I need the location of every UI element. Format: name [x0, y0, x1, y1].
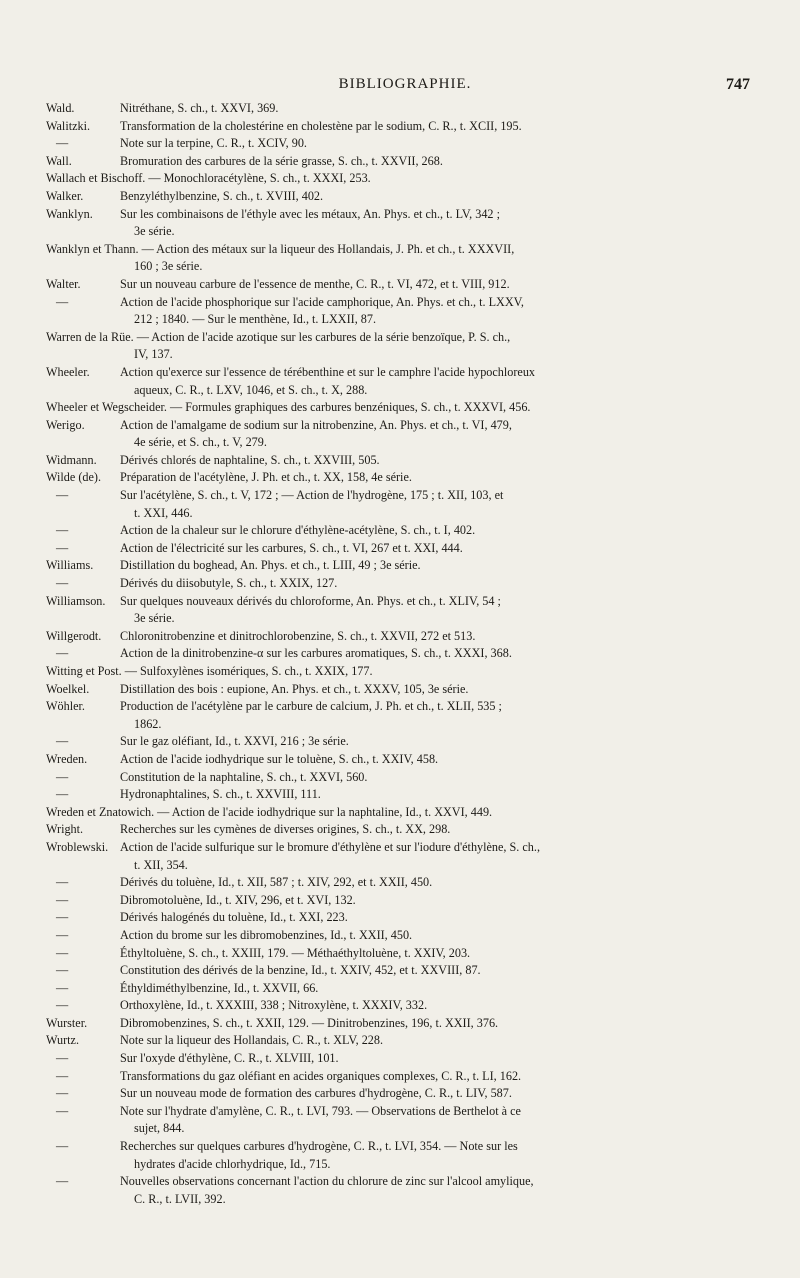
entry-text	[46, 487, 766, 522]
bibliography-entry	[46, 751, 766, 769]
entry-line: t. XXI, 446.	[134, 505, 193, 520]
entry-author: —	[56, 980, 69, 995]
entry-line: Sur l'acétylène, S. ch., t. V, 172 ; — Action de l'hydrogène, 175 ; t. XII, 103, et	[120, 488, 504, 503]
bibliography-entry	[46, 1138, 766, 1173]
entry-line: Sur un nouveau carbure de l'essence de menthe, C. R., t. VI, 472, et t. VIII, 912.	[120, 276, 510, 291]
entry-author: —	[56, 1103, 69, 1118]
bibliography-entry	[46, 1050, 766, 1068]
entry-text	[46, 980, 766, 998]
entry-author: Wheeler.	[46, 364, 90, 379]
entry-author: —	[56, 1086, 69, 1101]
bibliography-entry	[46, 417, 766, 452]
entry-author: Woelkel.	[46, 681, 90, 696]
entry-text	[46, 170, 766, 188]
entry-text	[46, 927, 766, 945]
bibliography-entry	[46, 769, 766, 787]
bibliography-entry	[46, 135, 766, 153]
entry-author: Williamson.	[46, 593, 106, 608]
bibliography-entry	[46, 557, 766, 575]
entry-text	[46, 1015, 766, 1033]
entry-line: Action de l'électricité sur les carbures, S. ch., t. VI, 267 et t. XXI, 444.	[120, 540, 463, 555]
bibliography-list	[46, 100, 766, 1208]
bibliography-entry	[46, 329, 766, 364]
entry-text	[46, 1032, 766, 1050]
entry-line: Distillation du boghead, An. Phys. et ch., t. LIII, 49 ; 3e série.	[120, 558, 421, 573]
entry-author: —	[56, 136, 69, 151]
entry-text	[46, 909, 766, 927]
bibliography-entry	[46, 874, 766, 892]
entry-line: Nouvelles observations concernant l'action du chlorure de zinc sur l'alcool amylique,	[120, 1174, 534, 1189]
bibliography-entry	[46, 645, 766, 663]
bibliography-entry	[46, 593, 766, 628]
entry-line: 3e série.	[134, 611, 175, 626]
entry-line: Note sur la terpine, C. R., t. XCIV, 90.	[120, 136, 307, 151]
entry-author: —	[56, 1068, 69, 1083]
entry-line: Nitréthane, S. ch., t. XXVI, 369.	[120, 101, 279, 115]
entry-line: Benzyléthylbenzine, S. ch., t. XVIII, 402.	[120, 188, 324, 203]
bibliography-entry	[46, 786, 766, 804]
entry-text	[46, 593, 766, 628]
bibliography-entry	[46, 399, 766, 417]
entry-line: Sur un nouveau mode de formation des carbures d'hydrogène, C. R., t. LIV, 587.	[120, 1086, 512, 1101]
bibliography-entry	[46, 663, 766, 681]
entry-author: —	[56, 734, 69, 749]
bibliography-entry	[46, 1085, 766, 1103]
entry-text	[46, 469, 766, 487]
running-title: BIBLIOGRAPHIE.	[338, 76, 472, 92]
entry-line: Action de la dinitrobenzine-α sur les carbures aromatiques, S. ch., t. XXXI, 368.	[120, 646, 512, 661]
entry-text	[46, 733, 766, 751]
bibliography-entry	[46, 733, 766, 751]
entry-text	[46, 1068, 766, 1086]
bibliography-entry	[46, 1032, 766, 1050]
entry-line: Production de l'acétylène par le carbure de calcium, J. Ph. et ch., t. XLII, 535 ;	[120, 699, 502, 714]
entry-text	[46, 769, 766, 787]
entry-line: Constitution des dérivés de la benzine, Id., t. XXIV, 452, et t. XXVIII, 87.	[120, 963, 481, 978]
entry-author: Williams.	[46, 558, 94, 573]
entry-line: Warren de la Rüe. — Action de l'acide azotique sur les carbures de la série benzoïque, P. S. ch.,	[46, 329, 511, 344]
entry-line: Action de l'amalgame de sodium sur la nitrobenzine, An. Phys. et ch., t. VI, 479,	[120, 417, 512, 432]
bibliography-entry	[46, 522, 766, 540]
entry-text	[46, 786, 766, 804]
entry-text	[46, 540, 766, 558]
entry-author: —	[56, 1139, 69, 1154]
entry-text	[46, 874, 766, 892]
entry-line: Action de l'acide iodhydrique sur le toluène, S. ch., t. XXIV, 458.	[120, 751, 439, 766]
entry-text	[46, 821, 766, 839]
entry-author: Walter.	[46, 276, 81, 291]
bibliography-entry	[46, 364, 766, 399]
entry-author: —	[56, 998, 69, 1013]
entry-line: Wheeler et Wegscheider. — Formules graphiques des carbures benzéniques, S. ch., t. XXXVI, 456.	[46, 400, 531, 415]
entry-author: Wall.	[46, 153, 72, 168]
entry-author: —	[56, 892, 69, 907]
entry-author: Wanklyn.	[46, 206, 93, 221]
entry-line: Action de l'acide sulfurique sur le bromure d'éthylène et sur l'iodure d'éthylène, S. ch.,	[120, 839, 540, 854]
entry-line: Éthyldiméthylbenzine, Id., t. XXVII, 66.	[120, 980, 319, 995]
entry-text	[46, 698, 766, 733]
entry-author: Walitzki.	[46, 118, 91, 133]
entry-author: Wilde (de).	[46, 470, 102, 485]
entry-author: —	[56, 646, 69, 661]
entry-text	[46, 276, 766, 294]
entry-text	[46, 364, 766, 399]
entry-line: Dérivés du diisobutyle, S. ch., t. XXIX, 127.	[120, 576, 338, 591]
bibliography-entry	[46, 294, 766, 329]
bibliography-entry	[46, 909, 766, 927]
entry-author: —	[56, 488, 69, 503]
entry-text	[46, 153, 766, 171]
entry-line: 212 ; 1840. — Sur le menthène, Id., t. LXXII, 87.	[134, 312, 377, 327]
entry-text	[46, 522, 766, 540]
entry-text	[46, 575, 766, 593]
entry-line: 3e série.	[134, 224, 175, 239]
entry-author: —	[56, 576, 69, 591]
entry-text	[46, 452, 766, 470]
entry-line: Sur l'oxyde d'éthylène, C. R., t. XLVIII, 101.	[120, 1051, 339, 1066]
entry-author: Widmann.	[46, 452, 97, 467]
bibliography-entry	[46, 170, 766, 188]
entry-line: Note sur l'hydrate d'amylène, C. R., t. LVI, 793. — Observations de Berthelot à ce	[120, 1103, 521, 1118]
entry-text	[46, 645, 766, 663]
entry-author: Willgerodt.	[46, 628, 102, 643]
entry-line: Préparation de l'acétylène, J. Ph. et ch., t. XX, 158, 4e série.	[120, 470, 412, 485]
entry-text	[46, 135, 766, 153]
entry-text	[46, 557, 766, 575]
bibliography-entry	[46, 469, 766, 487]
entry-text	[46, 839, 766, 874]
entry-author: Werigo.	[46, 417, 85, 432]
page-header	[60, 76, 750, 96]
entry-line: Constitution de la naphtaline, S. ch., t. XXVI, 560.	[120, 769, 368, 784]
entry-line: 4e série, et S. ch., t. V, 279.	[134, 435, 267, 450]
bibliography-entry	[46, 1103, 766, 1138]
entry-author: —	[56, 910, 69, 925]
bibliography-entry	[46, 821, 766, 839]
entry-line: 160 ; 3e série.	[134, 259, 203, 274]
entry-line: Transformation de la cholestérine en cholestène par le sodium, C. R., t. XCII, 195.	[120, 118, 522, 133]
entry-line: Witting et Post. — Sulfoxylènes isomériques, S. ch., t. XXIX, 177.	[46, 664, 373, 678]
page-number: 747	[726, 76, 750, 93]
bibliography-entry	[46, 540, 766, 558]
bibliography-entry	[46, 1068, 766, 1086]
entry-text	[46, 188, 766, 206]
entry-line: Action de la chaleur sur le chlorure d'éthylène-acétylène, S. ch., t. I, 402.	[120, 523, 476, 538]
entry-line: C. R., t. LVII, 392.	[134, 1191, 226, 1206]
bibliography-entry	[46, 681, 766, 699]
entry-author: —	[56, 523, 69, 538]
entry-author: Wright.	[46, 822, 84, 837]
entry-author: —	[56, 963, 69, 978]
entry-text	[46, 663, 766, 681]
entry-text	[46, 1173, 766, 1208]
bibliography-entry	[46, 118, 766, 136]
bibliography-entry	[46, 188, 766, 206]
entry-author: —	[56, 1051, 69, 1066]
entry-line: Transformations du gaz oléfiant en acides organiques complexes, C. R., t. LI, 162.	[120, 1068, 522, 1083]
bibliography-entry	[46, 452, 766, 470]
bibliography-entry	[46, 575, 766, 593]
entry-text	[46, 294, 766, 329]
bibliography-entry	[46, 153, 766, 171]
entry-line: Distillation des bois : eupione, An. Phys. et ch., t. XXXV, 105, 3e série.	[120, 681, 469, 696]
bibliography-entry	[46, 1015, 766, 1033]
entry-text	[46, 399, 766, 417]
bibliography-entry	[46, 927, 766, 945]
entry-line: hydrates d'acide chlorhydrique, Id., 715.	[134, 1156, 331, 1171]
entry-text	[46, 804, 766, 822]
entry-author: —	[56, 787, 69, 802]
bibliography-entry	[46, 100, 766, 118]
entry-line: Dibromobenzines, S. ch., t. XXII, 129. — Dinitrobenzines, 196, t. XXII, 376.	[120, 1015, 499, 1030]
entry-line: Note sur la liqueur des Hollandais, C. R., t. XLV, 228.	[120, 1033, 384, 1048]
entry-line: Dérivés halogénés du toluène, Id., t. XXI, 223.	[120, 910, 348, 925]
entry-line: Sur quelques nouveaux dérivés du chloroforme, An. Phys. et ch., t. XLIV, 54 ;	[120, 593, 501, 608]
entry-author: Walker.	[46, 188, 84, 203]
entry-author: —	[56, 1174, 69, 1189]
entry-author: —	[56, 540, 69, 555]
bibliography-entry	[46, 962, 766, 980]
bibliography-entry	[46, 276, 766, 294]
entry-line: Wanklyn et Thann. — Action des métaux sur la liqueur des Hollandais, J. Ph. et ch., t. XXXVII,	[46, 241, 515, 256]
entry-line: Orthoxylène, Id., t. XXXIII, 338 ; Nitroxylène, t. XXXIV, 332.	[120, 998, 428, 1013]
bibliography-entry	[46, 804, 766, 822]
bibliography-entry	[46, 892, 766, 910]
entry-line: Bromuration des carbures de la série grasse, S. ch., t. XXVII, 268.	[120, 153, 443, 168]
entry-line: Action qu'exerce sur l'essence de térébenthine et sur le camphre l'acide hypochloreux	[120, 364, 536, 379]
entry-author: —	[56, 294, 69, 309]
bibliography-entry	[46, 487, 766, 522]
entry-author: Wald.	[46, 101, 75, 115]
entry-line: Dérivés du toluène, Id., t. XII, 587 ; t. XIV, 292, et t. XXII, 450.	[120, 875, 433, 890]
bibliography-entry	[46, 945, 766, 963]
bibliography-entry	[46, 839, 766, 874]
entry-text	[46, 417, 766, 452]
entry-author: Wroblewski.	[46, 839, 109, 854]
entry-line: t. XII, 354.	[134, 857, 188, 872]
entry-author: —	[56, 769, 69, 784]
entry-author: Wurtz.	[46, 1033, 80, 1048]
entry-text	[46, 681, 766, 699]
entry-line: Éthyltoluène, S. ch., t. XXIII, 179. — Méthaéthyltoluène, t. XXIV, 203.	[120, 945, 471, 960]
entry-line: Dérivés chlorés de naphtaline, S. ch., t. XXVIII, 505.	[120, 452, 380, 467]
entry-author: —	[56, 927, 69, 942]
entry-author: —	[56, 875, 69, 890]
entry-line: Dibromotoluène, Id., t. XIV, 296, et t. XVI, 132.	[120, 892, 356, 907]
bibliography-entry	[46, 1173, 766, 1208]
bibliography-entry	[46, 628, 766, 646]
entry-text	[46, 1103, 766, 1138]
bibliography-entry	[46, 997, 766, 1015]
entry-line: 1862.	[134, 716, 162, 731]
entry-text	[46, 1050, 766, 1068]
entry-text	[46, 118, 766, 136]
entry-text	[46, 997, 766, 1015]
entry-line: Sur le gaz oléfiant, Id., t. XXVI, 216 ; 3e série.	[120, 734, 349, 749]
entry-line: Recherches sur les cymènes de diverses origines, S. ch., t. XX, 298.	[120, 822, 451, 837]
bibliography-entry	[46, 206, 766, 241]
entry-text	[46, 751, 766, 769]
entry-text	[46, 945, 766, 963]
entry-line: aqueux, C. R., t. LXV, 1046, et S. ch., t. X, 288.	[134, 382, 368, 397]
entry-author: Wöhler.	[46, 699, 85, 714]
entry-line: Wreden et Znatowich. — Action de l'acide iodhydrique sur la naphtaline, Id., t. XXVI, 449.	[46, 804, 493, 819]
entry-author: Wreden.	[46, 751, 88, 766]
bibliography-entry	[46, 698, 766, 733]
entry-text	[46, 1138, 766, 1173]
entry-line: IV, 137.	[134, 347, 173, 362]
entry-line: Wallach et Bischoff. — Monochloracétylène, S. ch., t. XXXI, 253.	[46, 171, 371, 186]
entry-line: Sur les combinaisons de l'éthyle avec les métaux, An. Phys. et ch., t. LV, 342 ;	[120, 206, 500, 221]
entry-text	[46, 628, 766, 646]
entry-line: sujet, 844.	[134, 1121, 185, 1136]
entry-author: —	[56, 945, 69, 960]
entry-line: Action de l'acide phosphorique sur l'acide camphorique, An. Phys. et ch., t. LXXV,	[120, 294, 524, 309]
entry-text	[46, 100, 766, 118]
entry-line: Recherches sur quelques carbures d'hydrogène, C. R., t. LVI, 354. — Note sur les	[120, 1139, 518, 1154]
bibliography-entry	[46, 241, 766, 276]
entry-author: Wurster.	[46, 1015, 88, 1030]
entry-text	[46, 892, 766, 910]
entry-line: Chloronitrobenzine et dinitrochlorobenzine, S. ch., t. XXVII, 272 et 513.	[120, 628, 476, 643]
entry-text	[46, 1085, 766, 1103]
entry-text	[46, 206, 766, 241]
entry-text	[46, 962, 766, 980]
entry-text	[46, 241, 766, 276]
entry-line: Hydronaphtalines, S. ch., t. XXVIII, 111.	[120, 787, 321, 802]
entry-line: Action du brome sur les dibromobenzines, Id., t. XXII, 450.	[120, 927, 413, 942]
bibliography-entry	[46, 980, 766, 998]
entry-text	[46, 329, 766, 364]
